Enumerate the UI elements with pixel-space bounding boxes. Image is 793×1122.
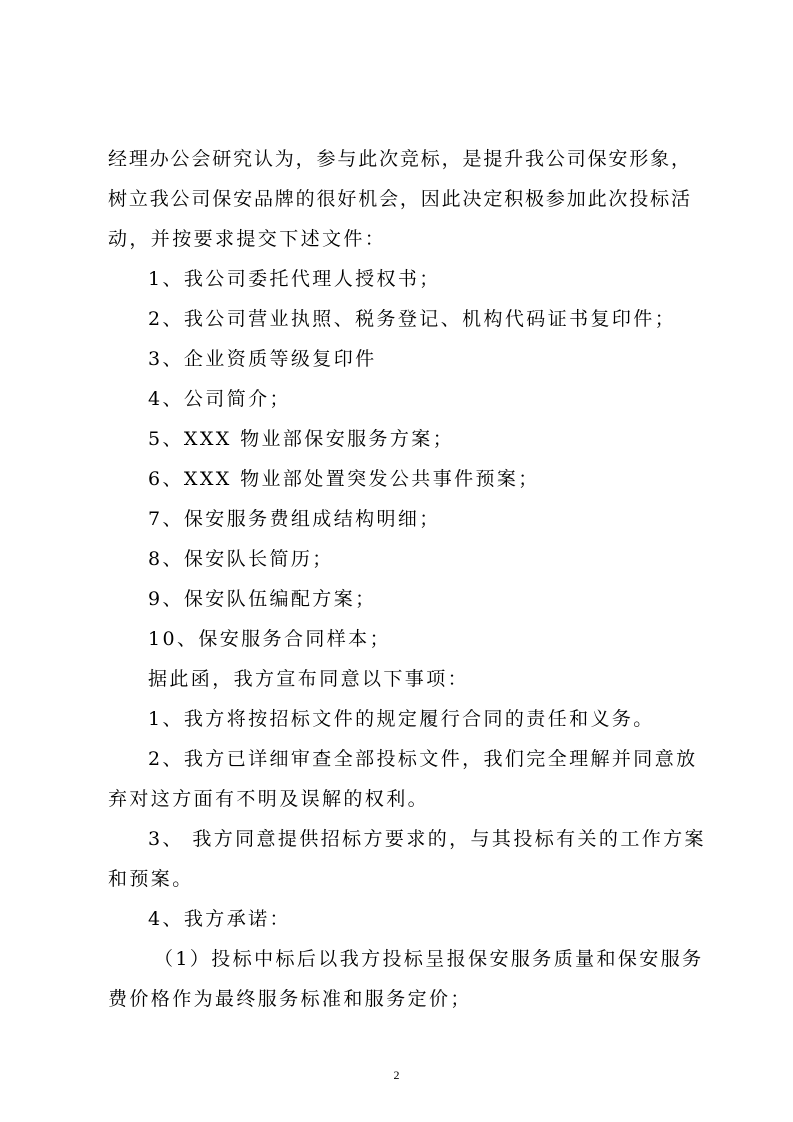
declaration-item-3-line-2: 和预案。 [108, 868, 194, 890]
file-item-1: 1、我公司委托代理人授权书； [148, 268, 441, 290]
declaration-item-2-line-2: 弃对这方面有不明及误解的权利。 [108, 788, 430, 810]
file-item-2: 2、我公司营业执照、税务登记、机构代码证书复印件； [148, 308, 677, 330]
file-item-6: 6、XXX 物业部处置突发公共事件预案； [148, 468, 540, 490]
declaration-intro: 据此函，我方宣布同意以下事项： [148, 668, 470, 690]
commitment-1-line-1: （1）投标中标后以我方投标呈报保安服务质量和保安服务 [154, 948, 704, 970]
page-number: 2 [393, 1068, 400, 1082]
commitment-1-line-2: 费价格作为最终服务标准和服务定价； [108, 988, 472, 1010]
file-item-7: 7、保安服务费组成结构明细； [148, 508, 441, 530]
file-item-9: 9、保安队伍编配方案； [148, 588, 377, 610]
intro-line-1: 经理办公会研究认为，参与此次竞标，是提升我公司保安形象， [108, 148, 690, 170]
intro-line-2: 树立我公司保安品牌的很好机会，因此决定积极参加此次投标活 [108, 188, 690, 210]
declaration-item-1: 1、我方将按招标文件的规定履行合同的责任和义务。 [148, 708, 655, 730]
file-item-3: 3、企业资质等级复印件 [148, 348, 377, 370]
file-item-8: 8、保安队长简历； [148, 548, 334, 570]
declaration-item-2-line-1: 2、我方已详细审查全部投标文件，我们完全理解并同意放 [148, 748, 698, 770]
declaration-item-3-line-1: 3、 我方同意提供招标方要求的，与其投标有关的工作方案 [148, 828, 706, 850]
file-item-5: 5、XXX 物业部保安服务方案； [148, 428, 455, 450]
intro-line-3: 动，并按要求提交下述文件： [108, 228, 387, 250]
declaration-item-4: 4、我方承诺： [148, 908, 291, 930]
file-item-10: 10、保安服务合同样本； [148, 628, 391, 650]
file-item-4: 4、公司简介； [148, 388, 291, 410]
